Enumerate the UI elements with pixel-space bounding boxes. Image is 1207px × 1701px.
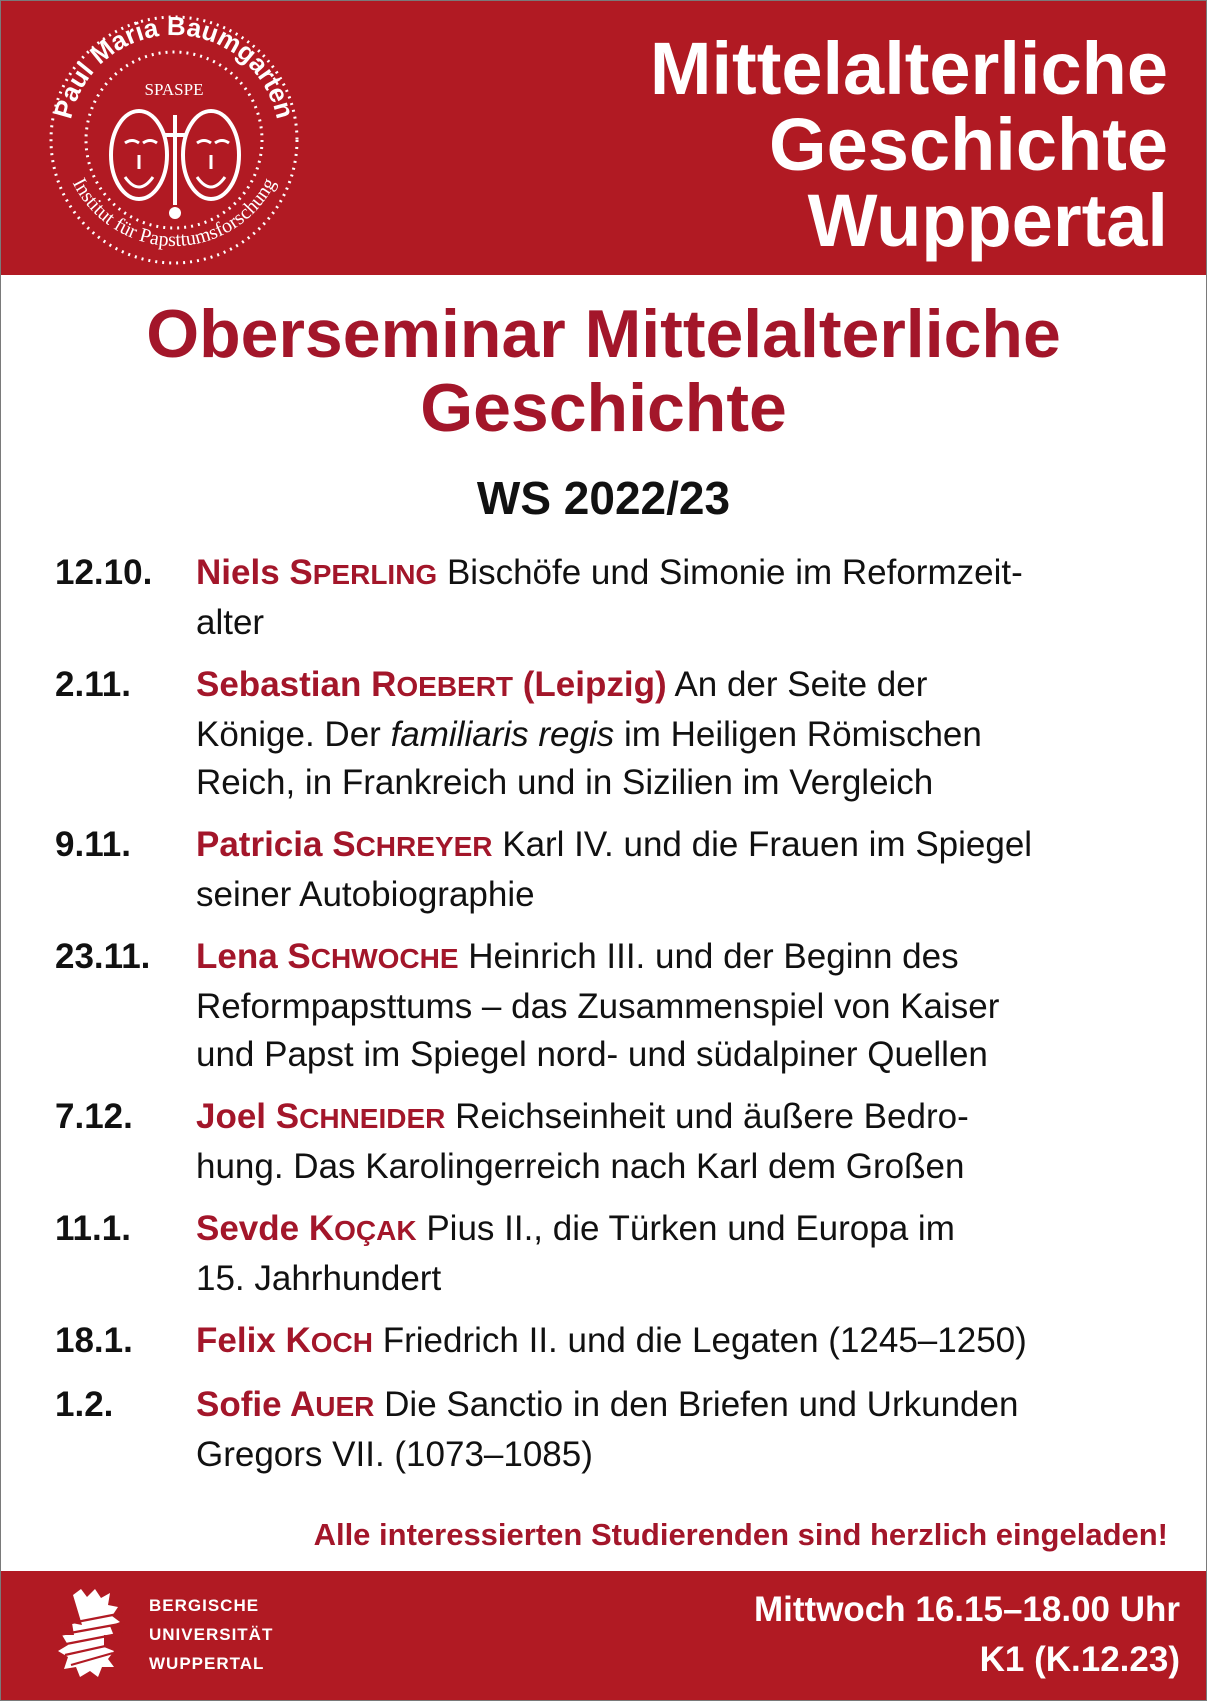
talk-title-line: Reich, in Frankreich und in Sizilien im Vergleich <box>196 763 934 802</box>
talk-title-line: Reformpapsttums – das Zusammenspiel von Kaiser <box>196 987 1000 1026</box>
semester-label: WS 2022/23 <box>476 472 731 524</box>
speaker-name: Niels SPERLING <box>196 553 438 592</box>
talk-title-line: Könige. Der familiaris regis im Heiligen Römischen <box>196 715 982 754</box>
entry-date: 11.1. <box>55 1209 131 1248</box>
talk-title-line: Reichseinheit und äußere Bedro- <box>455 1097 969 1136</box>
header-banner <box>1 1 1206 275</box>
schedule-entry <box>55 1093 1175 1191</box>
schedule-entry <box>55 1205 1175 1303</box>
speaker-name: Patricia SCHREYER <box>196 825 493 864</box>
talk-title-line: An der Seite der <box>674 665 928 704</box>
talk-title-line: Pius II., die Türken und Europa im <box>426 1209 955 1248</box>
schedule-entry <box>55 549 1175 647</box>
entry-body <box>196 661 1175 807</box>
seminar-title-line: Oberseminar Mittelalterliche <box>146 296 1061 372</box>
speaker-name: Sofie AUER <box>196 1385 375 1424</box>
schedule-entry <box>55 1317 1175 1367</box>
talk-title-line: Karl IV. und die Frauen im Spiegel <box>502 825 1033 864</box>
meeting-time: Mittwoch 16.15–18.00 Uhr <box>754 1590 1180 1629</box>
entry-body <box>196 549 1175 647</box>
talk-title-line: Heinrich III. und der Beginn des <box>468 937 959 976</box>
footer-banner <box>1 1571 1206 1700</box>
talk-title-line: 15. Jahrhundert <box>196 1259 442 1298</box>
schedule-entry <box>55 933 1175 1079</box>
university-name: BERGISCHE UNIVERSITÄT WUPPERTAL <box>149 1596 274 1673</box>
schedule-entry <box>55 1381 1175 1479</box>
entry-date: 7.12. <box>55 1097 133 1136</box>
speaker-name: Sebastian ROEBERT (Leipzig) <box>196 665 667 704</box>
schedule-entry <box>55 661 1175 807</box>
university-lion-logo <box>43 1585 143 1685</box>
meeting-info <box>754 1585 1180 1685</box>
entry-body <box>196 933 1175 1079</box>
talk-title-line: Friedrich II. und die Legaten (1245–1250) <box>382 1321 1027 1360</box>
entry-date: 23.11. <box>55 937 151 976</box>
seal-ring-text: Paul Maria Baumgarten <box>47 15 301 122</box>
talk-title-line: Bischöfe und Simonie im Reformzeit- <box>446 553 1023 592</box>
header-title-line: Wuppertal <box>807 179 1168 262</box>
entry-body <box>196 1093 1175 1191</box>
entry-body <box>196 1205 1175 1303</box>
talk-title-line: seiner Autobiographie <box>196 875 535 914</box>
talk-title-line: Gregors VII. (1073–1085) <box>196 1435 593 1474</box>
header-title <box>649 27 1168 262</box>
header-title-line: Mittelalterliche <box>649 27 1168 110</box>
entry-date: 12.10. <box>55 553 153 592</box>
talk-title-line: und Papst im Spiegel nord- und südalpiner Quellen <box>196 1035 988 1074</box>
speaker-affiliation: (Leipzig) <box>513 665 667 704</box>
talk-title-line: Die Sanctio in den Briefen und Urkunden <box>384 1385 1019 1424</box>
speaker-name: Felix KOCH <box>196 1321 373 1360</box>
entry-body <box>196 1381 1175 1479</box>
invitation-text: Alle interessierten Studierenden sind herzlich eingeladen! <box>313 1517 1168 1552</box>
seal-inner-text: SPASPE <box>144 80 204 99</box>
seminar-title <box>1 297 1206 445</box>
talk-title-line: alter <box>196 603 265 642</box>
seminar-title-line: Geschichte <box>420 370 787 446</box>
speaker-name: Lena SCHWOCHE <box>196 937 459 976</box>
entry-date: 1.2. <box>55 1385 114 1424</box>
schedule-list <box>55 549 1175 1493</box>
svg-text:Paul Maria Baumgarten <box>47 15 300 121</box>
entry-body <box>196 1317 1175 1367</box>
meeting-room: K1 (K.12.23) <box>979 1640 1180 1679</box>
entry-body <box>196 821 1175 919</box>
entry-date: 2.11. <box>55 665 131 704</box>
seal-lower-text: Institut für Papsttumsforschung <box>67 174 281 252</box>
talk-title-line: hung. Das Karolingerreich nach Karl dem Großen <box>196 1147 965 1186</box>
entry-date: 18.1. <box>55 1321 133 1360</box>
speaker-name: Joel SCHNEIDER <box>196 1097 446 1136</box>
header-title-line: Geschichte <box>769 103 1168 186</box>
institute-seal-logo <box>39 15 309 265</box>
talk-title-italic: familiaris regis <box>390 715 615 754</box>
schedule-entry <box>55 821 1175 919</box>
entry-date: 9.11. <box>55 825 131 864</box>
speaker-name: Sevde KOÇAK <box>196 1209 417 1248</box>
